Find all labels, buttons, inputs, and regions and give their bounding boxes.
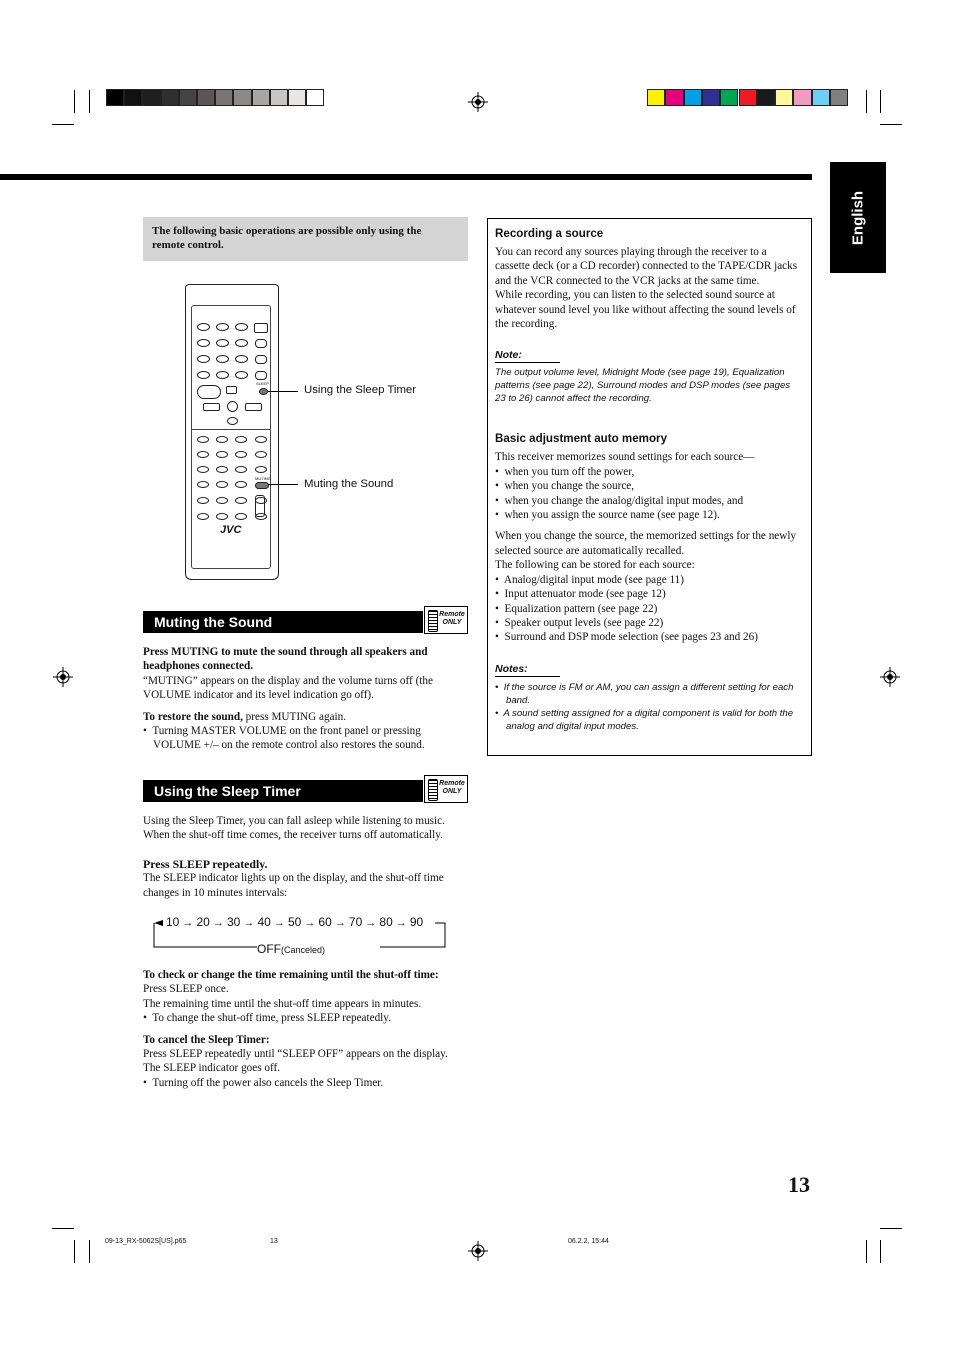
remote-button <box>227 401 238 412</box>
remote-button <box>255 436 267 443</box>
memory-para2: When you change the source, the memorized settings for the newly selected source are automatically recalled. <box>495 530 797 557</box>
registration-mark-icon <box>880 667 900 687</box>
remote-button <box>197 371 210 379</box>
gray-swatch <box>252 89 270 106</box>
list-item: • when you assign the source name (see page 12). <box>495 509 720 522</box>
remote-button <box>216 339 229 347</box>
sleep-check-heading: To check or change the time remaining until the shut-off time: <box>143 969 439 981</box>
sleep-intro: Using the Sleep Timer, you can fall asleep while listening to music. When the shut-off time comes, the receiver turns off automatically. <box>143 815 445 842</box>
footer-filename: 09-13_RX-5062S[US].p65 <box>105 1238 187 1245</box>
list-item: • Equalization pattern (see page 22) <box>495 602 658 615</box>
sleep-check-line1: Press SLEEP once. <box>143 983 229 996</box>
sleep-cancel-bullet: • Turning off the power also cancels the Sleep Timer. <box>143 1076 384 1089</box>
remote-button <box>235 355 248 363</box>
remote-button <box>197 355 210 363</box>
registration-mark-icon <box>468 92 488 112</box>
remote-button <box>255 355 267 364</box>
sleep-step: 30 <box>226 915 241 929</box>
muting-instruction: Press MUTING to mute the sound through all speakers and headphones connected. <box>143 646 428 673</box>
color-swatch <box>720 89 738 106</box>
color-swatch <box>757 89 775 106</box>
color-swatch <box>702 89 720 106</box>
remote-sleep-button[interactable] <box>259 388 268 395</box>
sleep-check-bullet: • To change the shut-off time, press SLEEP repeatedly. <box>143 1012 391 1025</box>
remote-button <box>235 513 247 520</box>
page-number: 13 <box>788 1172 810 1197</box>
gray-swatch <box>288 89 306 106</box>
remote-button <box>235 466 247 473</box>
header-rule <box>0 174 812 180</box>
remote-button <box>197 481 209 488</box>
remote-button <box>216 497 228 504</box>
remote-button <box>235 481 247 488</box>
memory-heading: Basic adjustment auto memory <box>495 432 668 446</box>
sleep-step: 20 <box>196 915 210 929</box>
remote-button <box>216 323 229 331</box>
memory-para3: The following can be stored for each source: <box>495 559 695 572</box>
list-item: • Speaker output levels (see page 22) <box>495 616 664 629</box>
sleep-step: 80 <box>379 915 393 929</box>
color-swatch <box>739 89 757 106</box>
gray-swatch <box>233 89 251 106</box>
recording-note-heading: Note: <box>495 349 560 363</box>
color-swatch <box>665 89 683 106</box>
remote-button <box>255 371 267 380</box>
list-item: • when you change the source, <box>495 480 635 493</box>
sleep-cancel-heading: To cancel the Sleep Timer: <box>143 1033 270 1046</box>
muting-section-title: Muting the Sound <box>143 611 423 633</box>
sleep-off-label: OFF(Canceled) <box>257 942 326 956</box>
remote-only-badge: Remote ONLY <box>424 775 468 803</box>
remote-button <box>216 481 228 488</box>
remote-button <box>235 339 248 347</box>
remote-button <box>255 339 267 348</box>
list-item: • when you turn off the power, <box>495 465 635 478</box>
color-swatch <box>647 89 665 106</box>
footer-date: 06.2.2, 15:44 <box>568 1238 609 1245</box>
gray-swatch <box>124 89 142 106</box>
remote-button <box>216 513 228 520</box>
sleep-section-title: Using the Sleep Timer <box>143 780 423 802</box>
sleep-press-heading: Press SLEEP repeatedly. <box>143 856 268 871</box>
language-tab-label: English <box>849 190 867 246</box>
memory-when-list <box>495 465 803 523</box>
remote-button <box>245 403 262 411</box>
remote-button <box>197 385 221 399</box>
muting-restore-bullet: • Turning MASTER VOLUME on the front panel or pressing VOLUME +/– on the remote control also restores the sound. <box>143 725 425 752</box>
remote-button <box>235 436 247 443</box>
remote-muting-button[interactable] <box>255 482 269 489</box>
sleep-cycle-diagram <box>152 912 447 954</box>
list-item: • Surround and DSP mode selection (see pages 23 and 26) <box>495 631 758 644</box>
remote-icon <box>428 779 438 801</box>
registration-mark-icon <box>468 1241 488 1261</box>
remote-only-badge: Remote ONLY <box>424 606 468 634</box>
memory-intro: This receiver memorizes sound settings for each source— <box>495 451 755 464</box>
remote-sleep-label: SLEEP <box>256 381 269 386</box>
remote-button <box>255 495 265 517</box>
sleep-sequence <box>166 915 423 929</box>
intro-note-text: The following basic operations are possible only using the remote control. <box>152 225 422 251</box>
remote-button <box>216 436 228 443</box>
callout-muting: Muting the Sound <box>304 478 394 490</box>
list-item: • A sound setting assigned for a digital component is valid for both the analog and digital input modes. <box>495 707 794 732</box>
arrow-right-icon: → <box>240 917 258 929</box>
recording-note-text: The output volume level, Midnight Mode (see page 19), Equalization patterns (see page 22), Surround modes and DSP modes (see pages 23 to 26) cannot affect the recording. <box>495 367 791 405</box>
arrow-right-icon: → <box>362 917 380 929</box>
muting-description: “MUTING” appears on the display and the volume turns off (the VOLUME indicator and its level indication go off). <box>143 674 433 702</box>
color-swatch <box>812 89 830 106</box>
memory-notes-heading: Notes: <box>495 663 560 677</box>
recording-heading: Recording a source <box>495 227 604 240</box>
arrow-right-icon: → <box>270 917 288 929</box>
gray-swatch <box>179 89 197 106</box>
remote-button <box>254 323 268 333</box>
remote-button <box>197 497 209 504</box>
remote-button <box>216 451 228 458</box>
gray-swatch <box>270 89 288 106</box>
intro-note-box <box>143 217 468 261</box>
gray-swatch <box>215 89 233 106</box>
sleep-step: 10 <box>166 915 180 929</box>
remote-muting-label: MUTING <box>255 476 271 481</box>
registration-mark-icon <box>53 667 73 687</box>
gray-swatch <box>161 89 179 106</box>
color-swatch <box>793 89 811 106</box>
remote-button <box>197 451 209 458</box>
arrow-right-icon: → <box>331 917 349 929</box>
gray-swatch <box>142 89 160 106</box>
remote-button <box>216 371 229 379</box>
remote-button <box>235 323 248 331</box>
list-item: • when you change the analog/digital input modes, and <box>495 494 744 507</box>
sleep-check-block <box>143 968 473 1090</box>
memory-notes-list <box>495 681 803 733</box>
remote-button <box>197 466 209 473</box>
sleep-step: 90 <box>409 915 424 929</box>
callout-sleep-timer: Using the Sleep Timer <box>304 384 417 396</box>
remote-button <box>235 451 247 458</box>
remote-button <box>197 513 209 520</box>
remote-button <box>226 386 237 394</box>
muting-section-body <box>143 645 468 753</box>
remote-button <box>197 323 210 331</box>
arrow-right-icon: → <box>209 917 227 929</box>
sleep-cancel-line2: The SLEEP indicator goes off. <box>143 1062 281 1075</box>
sleep-cancel-line1: Press SLEEP repeatedly until “SLEEP OFF” appears on the display. <box>143 1048 448 1061</box>
arrow-right-icon: → <box>392 917 410 929</box>
sleep-step: 60 <box>318 915 332 929</box>
remote-button <box>255 451 267 458</box>
sleep-check-line2: The remaining time until the shut-off time appears in minutes. <box>143 997 422 1010</box>
remote-button <box>197 436 209 443</box>
color-swatch <box>684 89 702 106</box>
sleep-section-body <box>143 814 468 900</box>
remote-button <box>203 403 220 411</box>
remote-icon <box>428 610 438 632</box>
remote-button <box>197 339 210 347</box>
gray-swatch <box>197 89 215 106</box>
remote-control-illustration <box>185 284 279 580</box>
list-item: • If the source is FM or AM, you can assign a different setting for each band. <box>495 681 794 706</box>
recording-para1: You can record any sources playing through the receiver to a cassette deck (or a CD recorder) connected to the TAPE/CDR jacks and the VCR connected to the VCR jacks at the same time. <box>495 246 798 287</box>
remote-button <box>235 371 248 379</box>
remote-button <box>227 417 238 425</box>
muting-restore: To restore the sound, press MUTING again. <box>143 710 347 723</box>
recording-para2: While recording, you can listen to the selected sound source at whatever sound level you like without affecting the sound levels of the recording. <box>495 289 796 331</box>
right-info-box <box>487 218 812 756</box>
arrow-right-icon: → <box>179 917 197 929</box>
memory-stored-list <box>495 573 803 645</box>
arrow-right-icon: → <box>301 917 319 929</box>
remote-button <box>216 355 229 363</box>
list-item: • Analog/digital input mode (see page 11) <box>495 573 684 586</box>
remote-button <box>255 466 267 473</box>
sleep-press-desc: The SLEEP indicator lights up on the display, and the shut-off time changes in 10 minutes intervals: <box>143 872 444 899</box>
footer-page: 13 <box>270 1238 278 1245</box>
sleep-step: 40 <box>257 915 271 929</box>
sleep-step: 50 <box>287 915 302 929</box>
color-swatch <box>775 89 793 106</box>
language-tab <box>830 162 886 273</box>
list-item: • Input attenuator mode (see page 12) <box>495 588 666 601</box>
gray-swatch <box>106 89 124 106</box>
remote-button <box>216 466 228 473</box>
color-swatch <box>830 89 848 106</box>
remote-brand-logo: JVC <box>220 524 242 536</box>
remote-button <box>235 497 247 504</box>
sleep-step: 70 <box>348 915 363 929</box>
gray-swatch <box>306 89 324 106</box>
